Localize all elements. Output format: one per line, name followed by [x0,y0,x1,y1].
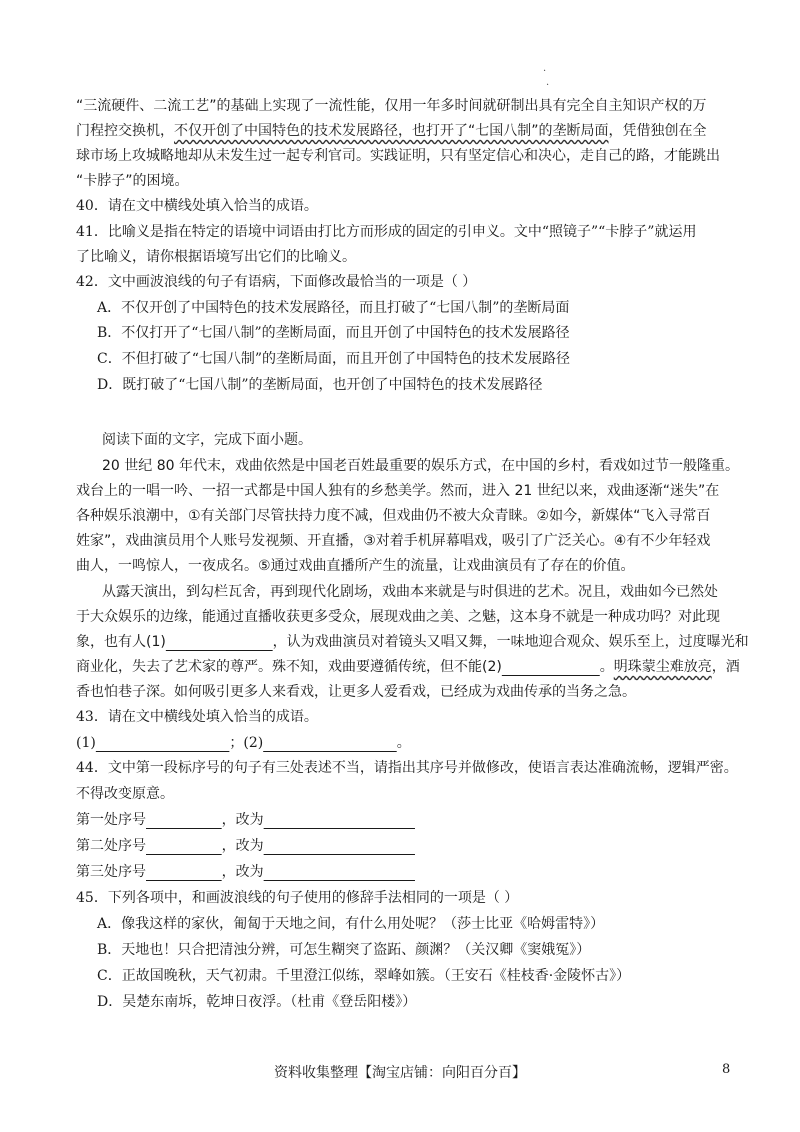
passage1-line-4: “卡脖子”的困境。 [76,173,189,189]
wavy-underlined-sentence: 不仅开创了中国特色的技术发展路径，也打开了“七国八制”的垄断局面 [174,123,609,139]
q44-row-3-label: 第三处序号 [76,864,146,880]
q43-label-1: (1) [76,735,96,751]
question-41-line-2: 了比喻义，请你根据语境写出它们的比喻义。 [76,249,356,265]
wavy-underlined-phrase: 明珠蒙尘难放亮 [613,659,712,675]
question-45-option-a: A．像我这样的家伙，匍匐于天地之间，有什么用处呢？（莎士比亚《哈姆雷特》） [97,916,605,932]
passage2-p2-line-4-b: 。 [599,659,614,675]
question-42-option-a: A．不仅开创了中国特色的技术发展路径，而且打破了“七国八制”的垄断局面 [97,300,570,316]
q44-row-2 [76,836,415,856]
question-45-option-d: D．吴楚东南坼，乾坤日夜浮。（杜甫《登岳阳楼》） [97,994,417,1010]
passage2-line-4: 姓家”，戏曲演员用个人账号发视频、开直播，③对着手机屏幕唱戏，吸引了广泛关心。④有不少年轻戏 [76,533,711,549]
stray-mark: · [546,80,550,91]
q44-row-2-number-blank[interactable] [146,838,222,854]
page-footer: 资料收集整理【淘宝店铺：向阳百分百】 [274,1065,526,1081]
blank-2 [502,659,600,675]
passage1-line-2 [76,121,707,141]
blank-1 [166,634,273,650]
question-41-line-1: 41．比喻义是指在特定的语境中词语由打比方而形成的固定的引申义。文中“照镜子”“卡脖子”就运用 [76,224,697,240]
question-45-option-c: C．正故国晚秋，天气初肃。千里澄江似练，翠峰如簇。（王安石《桂枝香·金陵怀古》） [97,968,631,984]
q44-row-3 [76,862,415,882]
passage2-p2-line-3-b: ，认为戏曲演员对着镜头又唱又舞，一味地迎合观众、娱乐至上，过度曝光和 [272,634,749,650]
passage2-line-1: 20 世纪 80 年代末，戏曲依然是中国老百姓最重要的娱乐方式，在中国的乡村，看戏如过节一般隆重。 [102,458,739,474]
q44-row-3-fix-blank[interactable] [264,864,415,880]
page-number: 8 [722,1062,731,1077]
question-40: 40．请在文中横线处填入恰当的成语。 [76,198,318,214]
q43-end: 。 [396,735,411,751]
stray-mark: · [543,66,547,77]
passage2-p2-line-3-a: 象，也有人(1) [76,634,166,650]
question-42-option-d: D．既打破了“七国八制”的垄断局面，也开创了中国特色的技术发展路径 [97,377,543,393]
q44-row-1-mid: ，改为 [221,812,264,828]
reading-intro: 阅读下面的文字，完成下面小题。 [102,432,312,448]
question-42-stem: 42．文中画波浪线的句子有语病，下面修改最恰当的一项是（ ） [76,274,477,290]
q43-answer-blank-1[interactable] [96,735,230,751]
question-44-line-2: 不得改变原意。 [76,786,174,802]
q43-answer-blank-2[interactable] [263,735,397,751]
question-43: 43．请在文中横线处填入恰当的成语。 [76,709,318,725]
passage2-p2-line-4-a: 商业化，失去了艺术家的尊严。殊不知，戏曲要遵循传统，但不能(2) [76,659,502,675]
passage2-line-5: 曲人，一鸣惊人，一夜成名。⑤通过戏曲直播所产生的流量，让戏曲演员有了存在的价值。 [76,558,635,574]
q44-row-2-fix-blank[interactable] [264,838,415,854]
passage1-line-3: 球市场上攻城略地却从未发生过一起专利官司。实践证明，只有坚定信心和决心，走自己的路，才能跳出 [76,148,720,164]
passage1-line-1: “三流硬件、二流工艺”的基础上实现了一流性能，仅用一年多时间就研制出具有完全自主知识产权的万 [76,98,707,114]
passage2-p2-line-5: 香也怕巷子深。如何吸引更多人来看戏，让更多人爱看戏，已经成为戏曲传承的当务之急。 [76,684,636,700]
passage2-p2-line-2: 于大众娱乐的边缘，能通过直播收获更多受众，展现戏曲之美、之魅，这本身不就是一种成功吗？对此现 [76,609,720,625]
q44-row-1-fix-blank[interactable] [264,812,415,828]
q44-row-2-label: 第二处序号 [76,838,146,854]
passage2-line-2: 戏台上的一唱一吟、一招一式都是中国人独有的乡愁美学。然而，进入 21 世纪以来，戏曲逐渐“迷失”在 [76,483,720,499]
question-44-line-1: 44．文中第一段标序号的句子有三处表述不当，请指出其序号并做修改，使语言表达准确流畅，逻辑严密。 [76,760,738,776]
passage2-p2-line-4-d: ，酒 [711,659,740,675]
passage1-line-2-c: ，凭借独创在全 [608,123,707,139]
passage2-p2-line-4 [76,657,740,677]
q44-row-3-number-blank[interactable] [146,864,222,880]
question-45-option-b: B．天地也！只合把清浊分辨，可怎生糊突了盗跖、颜渊？（关汉卿《窦娥冤》） [97,942,591,958]
passage2-p2-line-1: 从露天演出，到勾栏瓦舍，再到现代化剧场，戏曲本来就是与时俱进的艺术。况且，戏曲如今已然处 [102,584,718,600]
passage1-line-2-a: 门程控交换机， [76,123,174,139]
q44-row-1-label: 第一处序号 [76,812,146,828]
question-42-option-b: B．不仅打开了“七国八制”的垄断局面，而且开创了中国特色的技术发展路径 [97,325,570,341]
passage2-line-3: 各种娱乐浪潮中，①有关部门尽管扶持力度不减，但戏曲仍不被大众青睐。②如今，新媒体“飞入寻常百 [76,508,711,524]
question-45-stem: 45．下列各项中，和画波浪线的句子使用的修辞手法相同的一项是（ ） [76,890,519,906]
q44-row-1 [76,810,415,830]
q44-row-1-number-blank[interactable] [146,812,222,828]
question-43-answer-line [76,733,411,753]
q44-row-2-mid: ，改为 [221,838,264,854]
q43-label-2: ；(2) [229,735,264,751]
q44-row-3-mid: ，改为 [221,864,264,880]
passage2-p2-line-3 [76,632,749,652]
question-42-option-c: C．不但打破了“七国八制”的垄断局面，而且开创了中国特色的技术发展路径 [97,351,571,367]
